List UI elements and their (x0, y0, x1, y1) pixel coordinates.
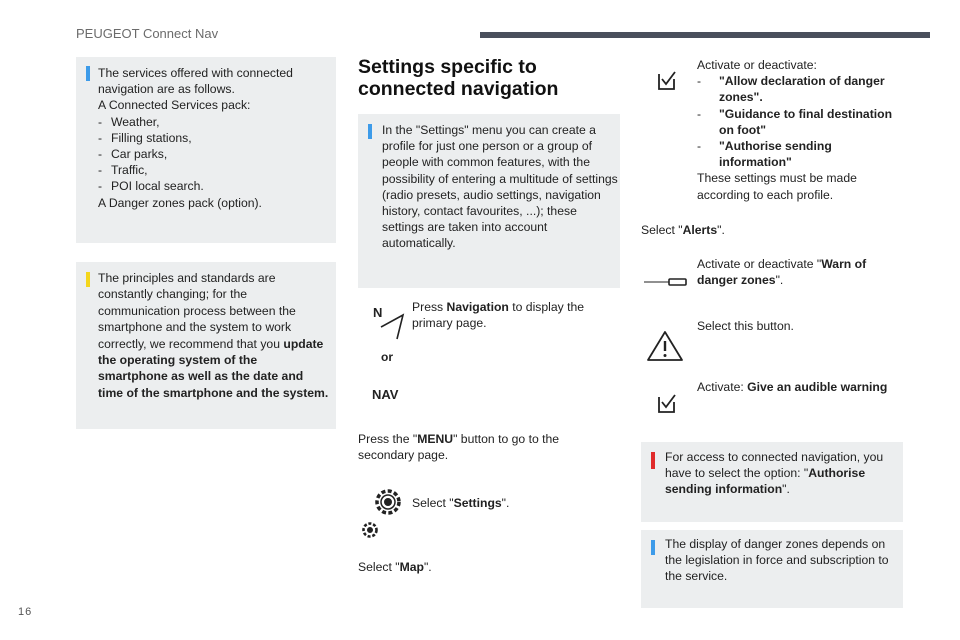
checkbox-tick-icon (656, 70, 678, 92)
or-label: or (381, 350, 393, 364)
info-marker-icon (368, 124, 372, 139)
section-heading: Settings specific to connected navigation (358, 56, 559, 100)
update-note-text: The principles and standards are constantly changing; for the communication process between the smartphone and the system to work correctly, we recommend that you update the operating system of the smartphone as well as the date and time of the smartphone and the system. (98, 271, 329, 400)
info-marker-icon (86, 66, 90, 81)
list-item: - Filling stations, (98, 130, 192, 145)
press-menu-text: Press the "MENU" button to go to the secondary page. (358, 432, 560, 463)
settings-info-text: In the "Settings" menu you can create a profile for just one person or a group of people with common features, with the possibility of entering a multitude of settings (radio presets, audio settings, navigation history, contact favourites, ...); these settings are taken into account automatically. (382, 123, 618, 251)
list-item: - "Authorise sending information" (697, 139, 832, 170)
press-navigation-text: Press Navigation to display the primary page. (412, 300, 585, 331)
activate-title: Activate or deactivate: (697, 58, 817, 72)
update-note-box (76, 262, 336, 429)
settings-info-box (358, 114, 620, 288)
select-settings-text: Select "Settings". (412, 496, 510, 510)
services-info-box (76, 57, 336, 243)
danger-zones-info-text: The display of danger zones depends on the legislation in force and subscription to the service. (665, 537, 889, 584)
warn-danger-zones-text: Activate or deactivate "Warn of danger zones". (697, 257, 867, 288)
warning-triangle-icon (646, 330, 684, 362)
danger-pack-label: A Danger zones pack (option). (98, 195, 262, 210)
list-item: - Traffic, (98, 163, 148, 178)
nav-button-label[interactable]: NAV (372, 387, 399, 402)
info-marker-icon (651, 540, 655, 555)
settings-gear-icon (360, 484, 406, 542)
authorise-alert-box (641, 442, 903, 522)
select-alerts-text: Select "Alerts". (641, 223, 725, 237)
list-item: - POI local search. (98, 179, 204, 194)
services-text (98, 65, 328, 211)
note-marker-icon (86, 272, 90, 287)
connected-pack-label: A Connected Services pack: (98, 98, 251, 113)
list-item: - Weather, (98, 114, 160, 129)
danger-zones-info-box (641, 530, 903, 608)
list-item: - "Guidance to final destination on foot" (697, 106, 893, 137)
warning-marker-icon (651, 452, 655, 469)
page-number: 16 (18, 606, 33, 618)
authorise-alert-text: For access to connected navigation, you have to select the option: "Authorise sending information". (665, 450, 884, 497)
profile-note: These settings must be made according to each profile. (697, 171, 857, 202)
select-map-text: Select "Map". (358, 560, 432, 574)
list-item: - Car parks, (98, 147, 168, 162)
header-bar (480, 32, 930, 38)
services-intro: The services offered with connected navigation are as follows. (98, 66, 293, 97)
list-item: - "Allow declaration of danger zones". (697, 74, 885, 105)
checkbox-tick-icon (656, 393, 678, 415)
audible-warning-text: Activate: Give an audible warning (697, 380, 888, 394)
toggle-switch-icon (644, 277, 688, 287)
document-header-title: PEUGEOT Connect Nav (76, 26, 219, 41)
activate-options (697, 57, 907, 203)
select-button-text: Select this button. (697, 319, 794, 333)
